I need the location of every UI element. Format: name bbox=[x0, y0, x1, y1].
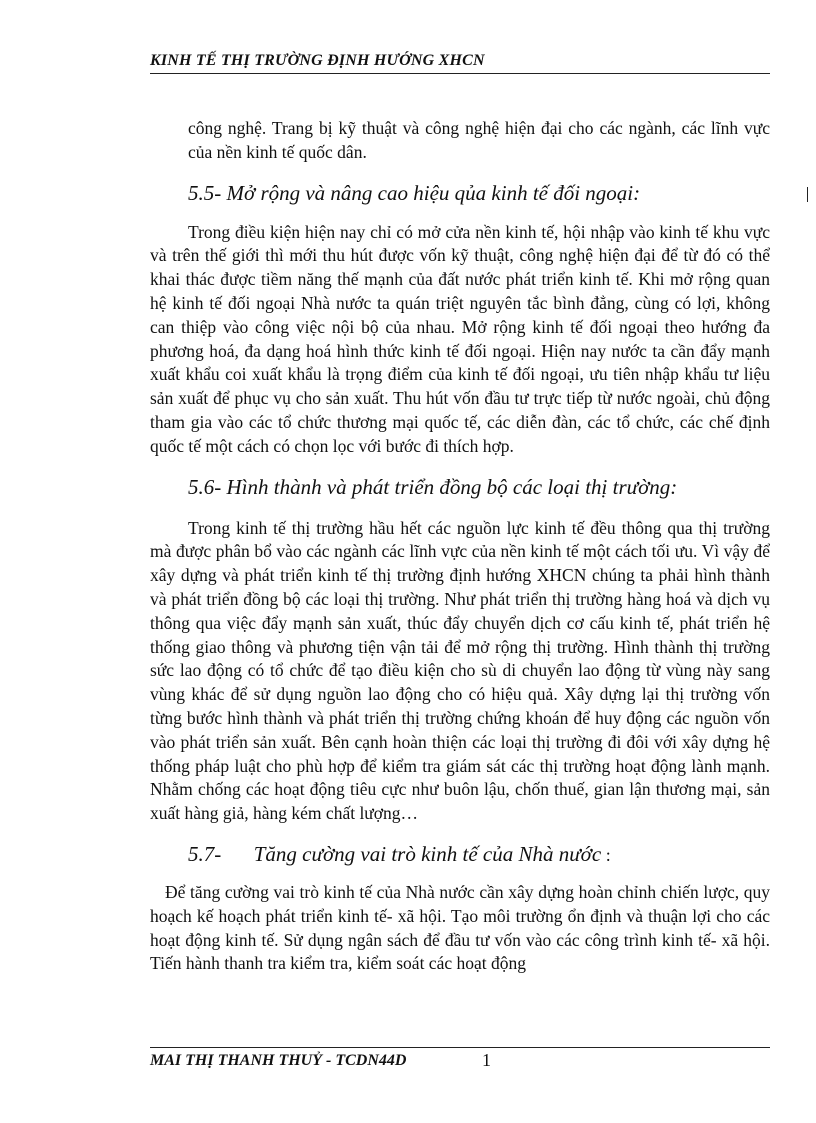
section-paragraph-5-7: Để tăng cường vai trò kinh tế của Nhà nước cần xây dựng hoàn chỉnh chiến lược, quy hoạch kế hoạch phát triển kinh tế- xã hội. Tạo môi trường ổn định và thuận lợi cho các hoạt động kinh tế. Sử dụng ngân sách để đầu tư vốn vào các công trình kinh tế- xã hội. Tiến hành thanh tra kiểm tra, kiểm soát các hoạt động bbox=[150, 881, 770, 974]
running-header: KINH TẾ THỊ TRƯỜNG ĐỊNH HƯỚNG XHCN bbox=[150, 52, 485, 69]
section-title-colon: : bbox=[601, 844, 611, 865]
continuation-paragraph: công nghệ. Trang bị kỹ thuật và công nghệ hiện đại cho các ngành, các lĩnh vực của nền kinh tế quốc dân. bbox=[188, 118, 770, 162]
stray-mark bbox=[807, 187, 808, 202]
section-heading-5-7 bbox=[150, 840, 770, 869]
section-heading-5-5: 5.5- Mở rộng và nâng cao hiệu qủa kinh tế đối ngoại: bbox=[188, 180, 641, 205]
header-rule bbox=[150, 73, 770, 74]
section-heading-5-6: 5.6- Hình thành và phát triển đồng bộ các loại thị trường: bbox=[188, 474, 678, 499]
section-number: 5.7- bbox=[188, 841, 222, 866]
page-body bbox=[150, 117, 770, 976]
section-title: Tăng cường vai trò kinh tế của Nhà nước bbox=[253, 841, 602, 866]
section-paragraph-5-6: Trong kinh tế thị trường hầu hết các nguồn lực kinh tế đều thông qua thị trường mà được phân bổ vào các ngành các lĩnh vực của nền kinh tế một cách tối ưu. Vì vậy để xây dựng và phát triển kinh tế thị trường định hướng XHCN chúng ta phải hình thành và phát triển đồng bộ các loại thị trường. Như phát triển thị trường hàng hoá và dịch vụ thông qua việc đẩy mạnh sản xuất, thúc đẩy chuyển dịch cơ cấu kinh tế, phát triển hệ thống giao thông và phương tiện vận tải để mở rộng thị trường. Hình thành thị trường sức lao động có tổ chức để tạo điều kiện cho sù di chuyển lao động từ vùng này sang vùng khác để sử dụng nguồn lao động cho có hiệu quả. Xây dựng lại thị trường vốn từng bước hình thành và phát triển thị trường chứng khoán để huy động các nguồn vốn vào phát triển sản xuất. Bên cạnh hoàn thiện các loại thị trường đi đôi với xây dựng hệ thống pháp luật cho phù hợp để kiểm tra giám sát các thị trường hoạt động lành mạnh. Nhằm chống các hoạt động tiêu cực như buôn lậu, chốn thuế, gian lận thương mại, sản xuất hàng giả, hàng kém chất lượng… bbox=[150, 517, 770, 824]
footer-author: MAI THỊ THANH THUỶ - TCDN44D bbox=[150, 1052, 407, 1069]
page-number: 1 bbox=[482, 1050, 491, 1070]
section-paragraph-5-5: Trong điều kiện hiện nay chỉ có mở cửa nền kinh tế, hội nhập vào kinh tế khu vực và trên thế giới thì mới thu hút được vốn kỹ thuật, công nghệ hiện đại để từ đó có thể khai thác được tiềm năng thế mạnh của đất nước phát triển kinh tế. Khi mở rộng quan hệ kinh tế đối ngoại Nhà nước ta quán triệt nguyên tắc bình đẳng, cùng có lợi, không can thiệp vào công việc nội bộ của nhau. Mở rộng kinh tế đối ngoại theo hướng đa phương hoá, đa dạng hoá hình thức kinh tế đối ngoại. Hiện nay nước ta cần đẩy mạnh xuất khẩu coi xuất khẩu là trọng điểm của kinh tế đối ngoại, ưu tiên nhập khẩu tư liệu sản xuất để phục vụ cho sản xuất. Thu hút vốn đầu tư trực tiếp từ nước ngoài, chủ động tham gia vào các tổ chức thương mại quốc tế, các diễn đàn, các tổ chức, các chế định quốc tế một cách có chọn lọc với bước đi thích hợp. bbox=[150, 221, 770, 456]
footer-rule bbox=[150, 1047, 770, 1048]
